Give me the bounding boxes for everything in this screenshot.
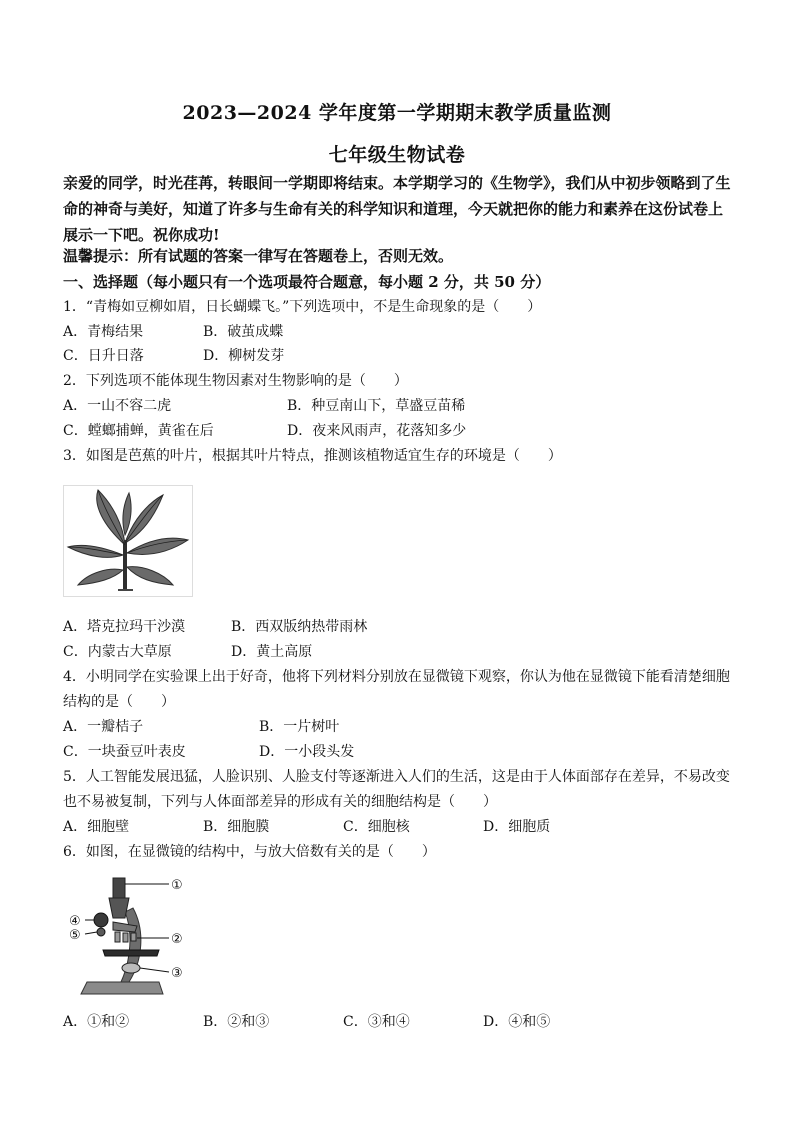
question-4-stem-line1: 4．小明同学在实验课上出于好奇，他将下列材料分别放在显微镜下观察，你认为他在显微镜下能看清楚细胞 [63,669,730,685]
question-6-stem: 6．如图，在显微镜的结构中，与放大倍数有关的是（ ） [63,844,436,860]
q4-option-c: C．一块蚕豆叶表皮 [63,744,186,760]
q2-option-b: B．种豆南山下，草盛豆苗稀 [287,398,466,414]
exam-title: 2023—2024 学年度第一学期期末教学质量监测 [182,102,612,124]
q6-option-a: A．①和② [63,1014,130,1030]
q1-option-c: C．日升日落 [63,348,144,364]
question-5-stem-line2: 也不易被复制，下列与人体面部差异的形成有关的细胞结构是（ ） [63,794,497,810]
question-2-stem: 2．下列选项不能体现生物因素对生物影响的是（ ） [63,373,408,389]
q5-option-b: B．细胞膜 [203,819,270,835]
q3-option-c: C．内蒙古大草原 [63,644,172,660]
q6-option-b: B．②和③ [203,1014,270,1030]
question-1-stem: 1．“青梅如豆柳如眉，日长蝴蝶飞。”下列选项中，不是生命现象的是（ ） [63,299,542,315]
q5-option-c: C．细胞核 [343,819,410,835]
q6-option-c: C．③和④ [343,1014,410,1030]
intro-paragraph: 亲爱的同学，时光荏苒，转眼间一学期即将结束。本学期学习的《生物学》，我们从中初步领略到了生命的神奇与美好，知道了许多与生命有关的科学知识和道理，今天就把你的能力和素养在这份试卷上展示一下吧。祝你成功! [63,174,731,244]
q2-option-d: D．夜来风雨声，花落知多少 [287,423,467,439]
exam-subtitle: 七年级生物试卷 [328,144,466,166]
q5-option-a: A．细胞壁 [63,819,130,835]
microscope-icon [63,870,191,1005]
label-2: ② [171,932,183,947]
plant-icon [63,485,193,597]
q2-option-c: C．螳螂捕蝉，黄雀在后 [63,423,214,439]
q1-option-a: A．青梅结果 [63,324,144,340]
microscope-figure [63,870,191,1005]
q1-option-b: B．破茧成蝶 [203,324,284,340]
question-4-stem-line2: 结构的是（ ） [63,694,175,710]
q4-option-a: A．一瓣桔子 [63,719,144,735]
label-3: ③ [171,966,183,981]
label-4: ④ [69,914,81,929]
q3-option-b: B．西双版纳热带雨林 [231,619,368,635]
q3-option-a: A．塔克拉玛干沙漠 [63,619,186,635]
q6-option-d: D．④和⑤ [483,1014,551,1030]
q2-option-a: A．一山不容二虎 [63,398,172,414]
label-5: ⑤ [69,928,81,943]
q4-option-d: D．一小段头发 [259,744,355,760]
question-5-stem-line1: 5．人工智能发展迅猛，人脸识别、人脸支付等逐渐进入人们的生活，这是由于人体面部存在差异，不易改变 [63,769,730,785]
q5-option-d: D．细胞质 [483,819,551,835]
q4-option-b: B．一片树叶 [259,719,340,735]
q3-option-d: D．黄土高原 [231,644,313,660]
section-heading: 一、选择题（每小题只有一个选项最符合题意，每小题 2 分，共 50 分） [63,273,551,291]
label-1: ① [171,878,183,893]
q1-option-d: D．柳树发芽 [203,348,285,364]
banana-plant-figure [63,485,193,597]
tip-text: 温馨提示：所有试题的答案一律写在答题卷上，否则无效。 [63,247,454,265]
question-3-stem: 3．如图是芭蕉的叶片，根据其叶片特点，推测该植物适宜生存的环境是（ ） [63,448,562,464]
